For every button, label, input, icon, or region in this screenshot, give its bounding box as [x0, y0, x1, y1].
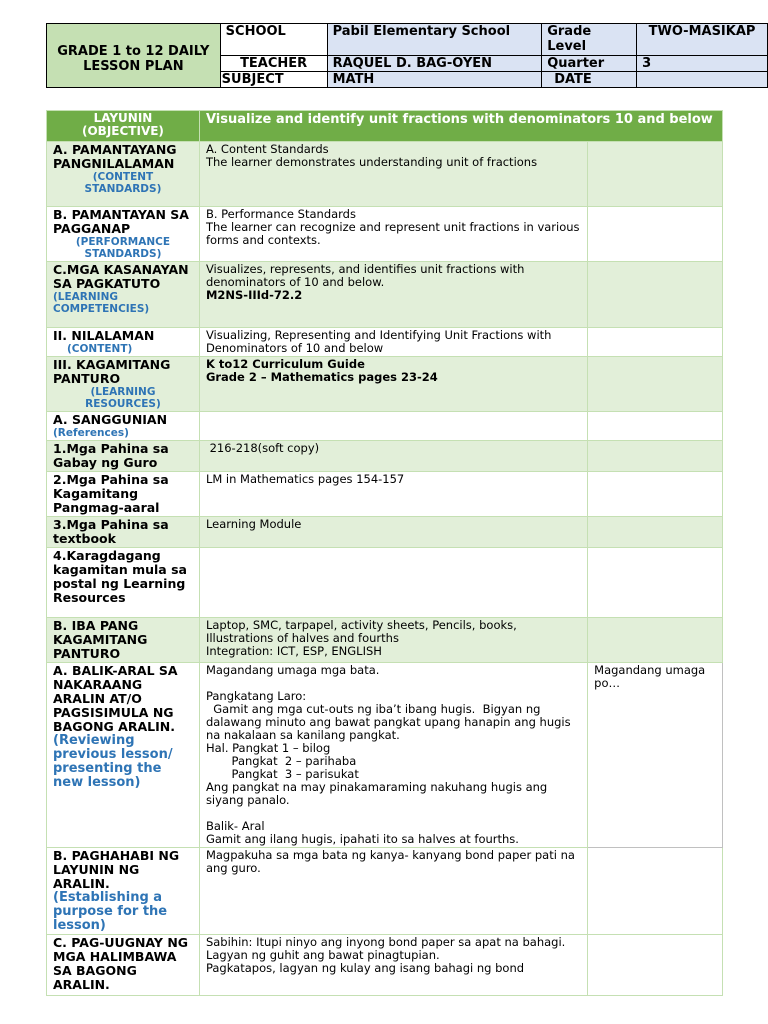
grade-label: Grade Level	[542, 24, 637, 56]
performance-standards-content	[199, 207, 587, 262]
performance-standards-notes	[588, 207, 723, 262]
content-standards-label-text: A. PAMANTAYANG PANGNILALAMAN	[53, 142, 177, 171]
objective-content: Visualize and identify unit fractions with denominators 10 and below	[199, 111, 722, 142]
competencies-row	[47, 262, 723, 328]
content-standards-row	[47, 142, 723, 207]
teacher-value: RAQUEL D. BAG-OYEN	[327, 56, 542, 72]
review-content: Magandang umaga mga bata. Pangkatang Laro: Gamit ang mga cut-outs ng iba’t ibang hugis. Bigyan ng dalawang minuto ang bawat pangkat upang hanapin ang hugis na nakalaan sa kanilang pangkat. Hal. Pangkat 1 – bilog Pangkat 2 – parihaba Pangkat 3 – parisukat Ang pangkat na may pinakamaraming nakuhang hugis ang siyang panalo. Balik- Aral Gamit ang ilang hugis, ipahati ito sa halves at fourths.	[199, 663, 587, 848]
competencies-code: M2NS-IIId-72.2	[205, 288, 303, 302]
additional-notes	[588, 548, 723, 618]
purpose-label	[47, 848, 200, 935]
resources-notes	[588, 357, 723, 412]
resources-line2: Grade 2 – Mathematics pages 23-24	[205, 370, 438, 384]
other-resources-content	[199, 618, 587, 663]
performance-standards-line1: B. Performance Standards	[205, 207, 356, 221]
resources-label-text: III. KAGAMITANG PANTURO	[53, 357, 171, 386]
plan-title: GRADE 1 to 12 DAILY LESSON PLAN	[47, 24, 221, 88]
objective-row	[47, 111, 723, 142]
teacher-label: TEACHER	[220, 56, 327, 72]
content-label	[47, 328, 200, 357]
purpose-content: Magpakuha sa mga bata ng kanya- kanyang bond paper pati na ang guro.	[199, 848, 587, 935]
lesson-table	[46, 110, 723, 996]
purpose-row	[47, 848, 723, 935]
examples-label: C. PAG-UUGNAY NG MGA HALIMBAWA SA BAGONG ARALIN.	[47, 935, 200, 996]
review-response: Magandang umaga po…	[588, 663, 723, 848]
performance-standards-label	[47, 207, 200, 262]
review-label	[47, 663, 200, 848]
textbook-row	[47, 517, 723, 548]
examples-notes	[588, 935, 723, 996]
examples-content: Sabihin: Itupi ninyo ang inyong bond paper sa apat na bahagi. Lagyan ng guhit ang bawat pinagtupian. Pagkatapos, lagyan ng kulay ang isang bahagi ng bond	[199, 935, 587, 996]
resources-content	[199, 357, 587, 412]
references-label-text: A. SANGGUNIAN	[53, 412, 168, 427]
review-sub: (Reviewing previous lesson/ presenting the new lesson)	[53, 733, 173, 790]
content-sub: (CONTENT)	[67, 343, 133, 355]
other-resources-notes	[588, 618, 723, 663]
content-label-text: II. NILALAMAN	[53, 328, 155, 343]
other-resources-label: B. IBA PANG KAGAMITANG PANTURO	[47, 618, 200, 663]
performance-standards-sub: (PERFORMANCE STANDARDS)	[75, 236, 171, 260]
references-row	[47, 412, 723, 441]
header-table	[46, 23, 768, 88]
content-row	[47, 328, 723, 357]
textbook-label: 3.Mga Pahina sa textbook	[47, 517, 200, 548]
school-label: SCHOOL	[220, 24, 327, 56]
lm-pages-notes	[588, 472, 723, 517]
tg-pages-label: 1.Mga Pahina sa Gabay ng Guro	[47, 441, 200, 472]
purpose-notes	[588, 848, 723, 935]
date-value	[637, 72, 768, 88]
grade-value: TWO-MASIKAP	[637, 24, 768, 56]
other-resources-line1: Laptop, SMC, tarpapel, activity sheets, Pencils, books, Illustrations of halves and fourths	[205, 618, 517, 645]
other-resources-row	[47, 618, 723, 663]
lm-pages-label: 2.Mga Pahina sa Kagamitang Pangmag-aaral	[47, 472, 200, 517]
competencies-sub: (LEARNING COMPETENCIES)	[53, 291, 150, 315]
content-standards-sub: (CONTENT STANDARDS)	[84, 171, 162, 195]
subject-label: SUBJECT	[220, 72, 327, 88]
resources-sub: (LEARNING RESOURCES)	[85, 386, 161, 410]
content-standards-line1: A. Content Standards	[205, 142, 329, 156]
objective-label	[47, 111, 200, 142]
other-resources-line2: Integration: ICT, ESP, ENGLISH	[205, 644, 382, 658]
lm-pages-row	[47, 472, 723, 517]
performance-standards-line2: The learner can recognize and represent unit fractions in various forms and contexts.	[205, 220, 580, 247]
review-row	[47, 663, 723, 848]
content-standards-line2: The learner demonstrates understanding unit of fractions	[205, 155, 538, 169]
references-notes	[588, 412, 723, 441]
competencies-content	[199, 262, 587, 328]
lm-pages-value: LM in Mathematics pages 154-157	[199, 472, 587, 517]
resources-label	[47, 357, 200, 412]
additional-label: 4.Karagdagang kagamitan mula sa postal ng Learning Resources	[47, 548, 200, 618]
purpose-sub: (Establishing a purpose for the lesson)	[53, 890, 168, 933]
review-label-text: A. BALIK-ARAL SA NAKARAANG ARALIN AT/O PAGSISIMULA NG BAGONG ARALIN.	[53, 663, 178, 734]
references-content	[199, 412, 587, 441]
content-standards-notes	[588, 142, 723, 207]
competencies-label	[47, 262, 200, 328]
references-label	[47, 412, 200, 441]
objective-label-text: LAYUNIN	[93, 111, 153, 125]
resources-line1: K to12 Curriculum Guide	[205, 357, 365, 371]
competencies-notes	[588, 262, 723, 328]
subject-value: MATH	[327, 72, 542, 88]
content-standards-label	[47, 142, 200, 207]
content-standards-content	[199, 142, 587, 207]
textbook-value: Learning Module	[199, 517, 587, 548]
quarter-label: Quarter	[542, 56, 637, 72]
content-value: Visualizing, Representing and Identifying Unit Fractions with Denominators of 10 and below	[199, 328, 587, 357]
textbook-notes	[588, 517, 723, 548]
objective-label-sub: (OBJECTIVE)	[82, 124, 164, 138]
date-label: DATE	[542, 72, 637, 88]
resources-row	[47, 357, 723, 412]
additional-value	[199, 548, 587, 618]
tg-pages-row	[47, 441, 723, 472]
performance-standards-row	[47, 207, 723, 262]
performance-standards-label-text: B. PAMANTAYAN SA PAGGANAP	[53, 207, 189, 236]
tg-pages-notes	[588, 441, 723, 472]
purpose-label-text: B. PAGHAHABI NG LAYUNIN NG ARALIN.	[53, 848, 180, 891]
additional-row	[47, 548, 723, 618]
school-value: Pabil Elementary School	[327, 24, 542, 56]
content-notes	[588, 328, 723, 357]
references-sub: (References)	[53, 427, 129, 439]
examples-row	[47, 935, 723, 996]
competencies-label-text: C.MGA KASANAYAN SA PAGKATUTO	[53, 262, 189, 291]
competencies-line1: Visualizes, represents, and identifies unit fractions with denominators of 10 and below.	[205, 262, 525, 289]
quarter-value: 3	[637, 56, 768, 72]
tg-pages-value: 216-218(soft copy)	[199, 441, 587, 472]
